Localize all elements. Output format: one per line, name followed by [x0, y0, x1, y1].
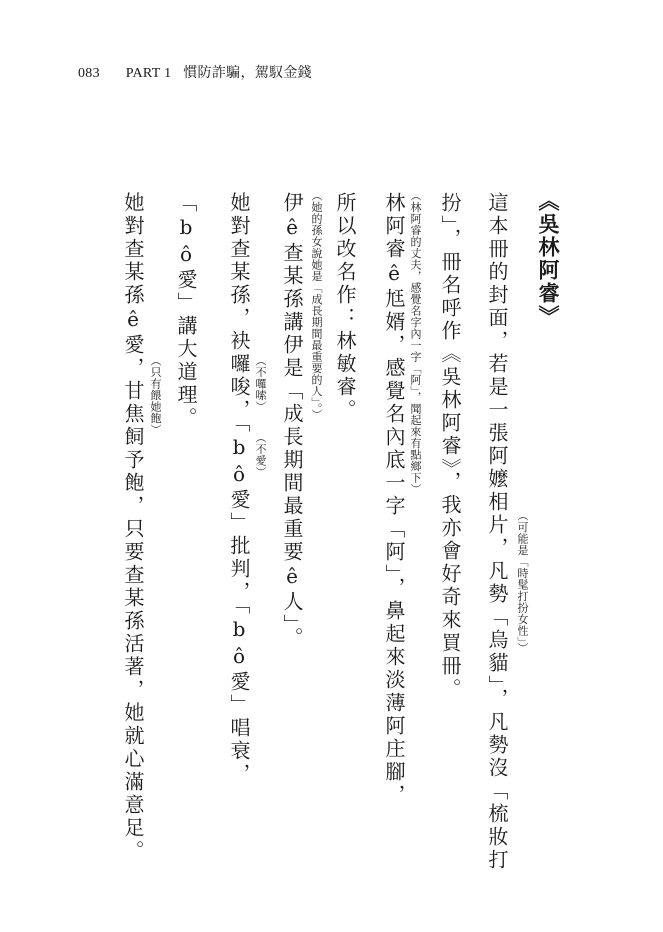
part-label: PART 1 — [125, 66, 172, 81]
annotation-note: （她的孫女說她是「成長期間最重要的人」。） — [310, 190, 323, 421]
text-column-2: 扮」，冊名呼作《吳林阿睿》，我亦會好奇來買冊。 — [438, 192, 462, 701]
text-column-1: 這本冊的封面，若是一張阿嬤相片，凡勢「烏貓」，凡勢沒「梳妝打 — [485, 192, 509, 872]
text-column-7: 「bô愛」講大道理。 — [174, 192, 198, 430]
annotation-note: （可能是「時髦打扮女性」） — [516, 510, 529, 654]
text-column-5: 伊ê查某孫講伊是「成長期間最重要ê人」。 — [280, 192, 304, 650]
annotation-note: （不囉嗦） — [254, 355, 267, 413]
text-column-8: 她對查某孫ê愛，甘焦飼予飽，只要查某孫活著，她就心滿意足。 — [121, 192, 145, 863]
page-number: 083 — [78, 66, 100, 81]
title-column: 《吳林阿睿》 — [536, 190, 561, 328]
annotation-note: （林阿睿的丈夫，感覺名字內一字「阿」，聞起來有點鄉下） — [409, 190, 422, 495]
text-column-4: 所以改名作：林敏睿。 — [333, 192, 357, 422]
chapter-title: 慣防詐騙，駕馭金錢 — [183, 66, 312, 81]
text-column-3: 林阿睿ê尪婿，感覺名內底一字「阿」，鼻起來淡薄阿庄腳， — [382, 192, 406, 807]
annotation-note: （只有餵她飽） — [149, 355, 162, 436]
running-header — [78, 62, 312, 82]
annotation-note: （不愛） — [254, 432, 267, 478]
text-column-6: 她對查某孫，袂囉唆，「bô愛」批判，「bô愛」唱衰， — [227, 192, 251, 786]
